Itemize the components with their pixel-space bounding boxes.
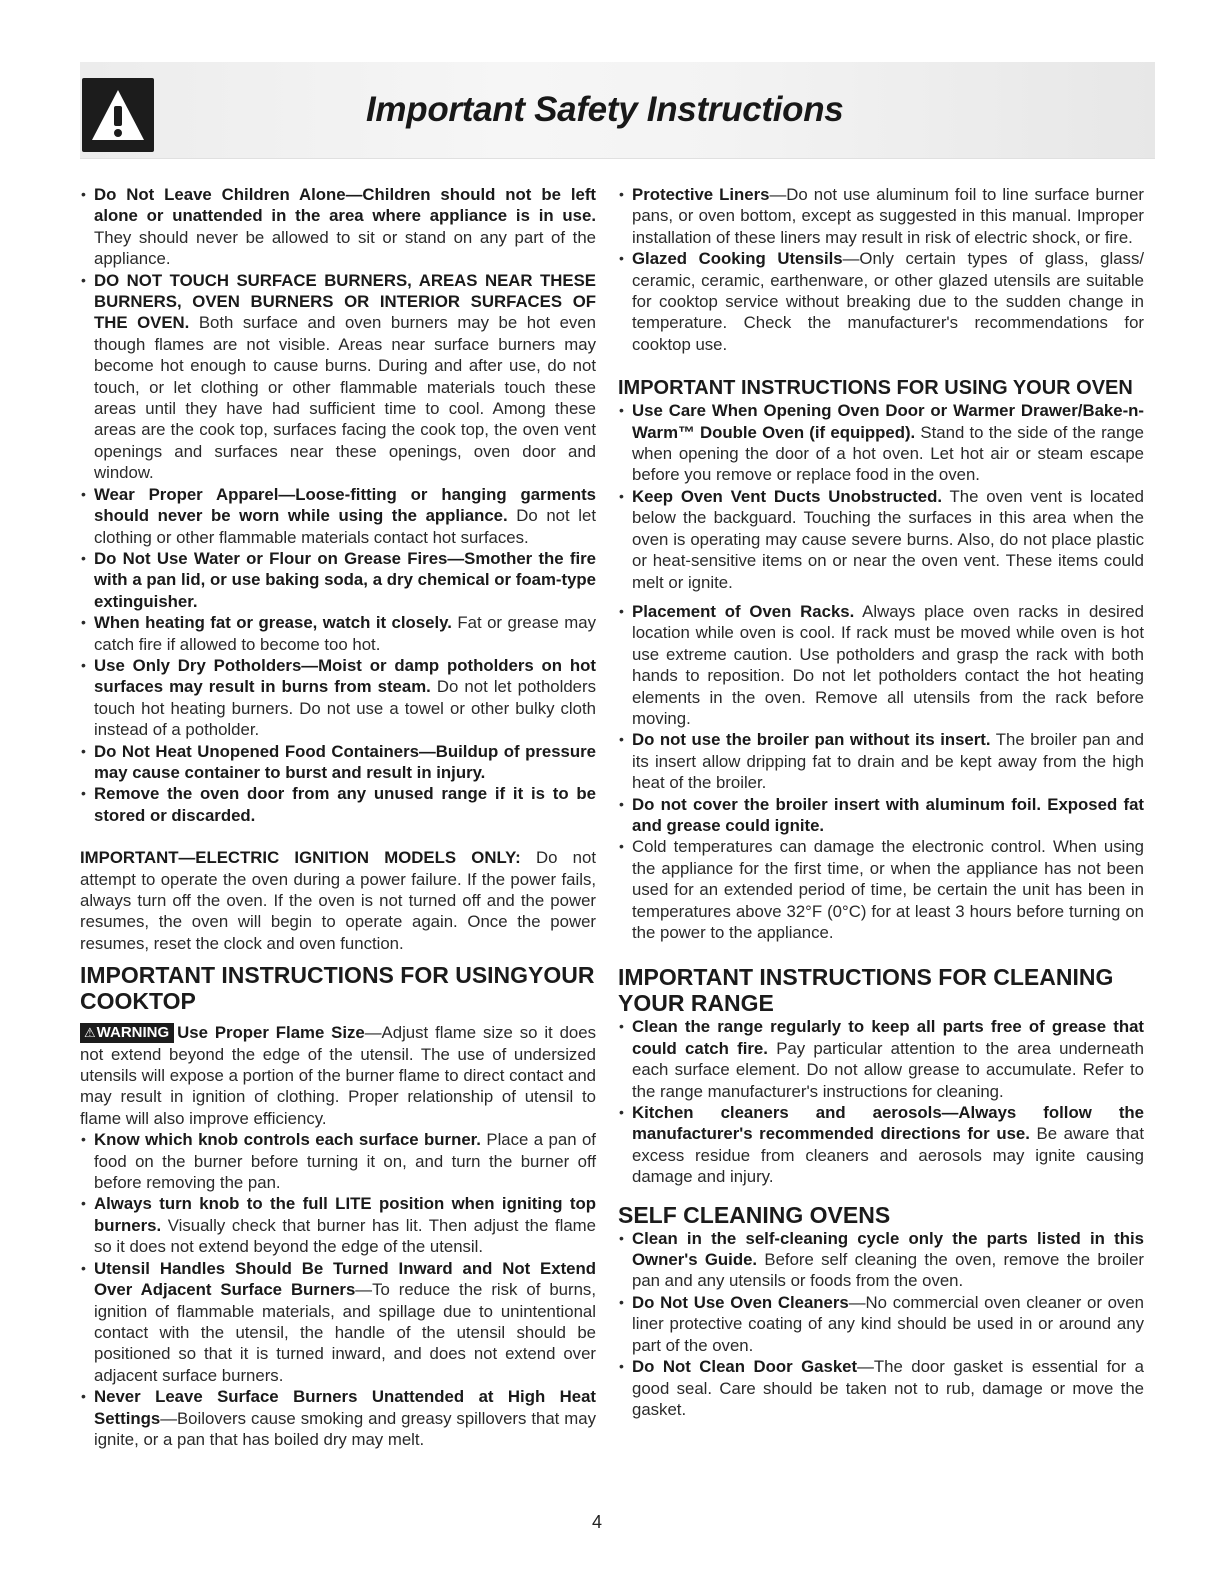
self-cleaning-heading: SELF CLEANING OVENS <box>618 1201 891 1228</box>
electric-ignition-note: IMPORTANT—ELECTRIC IGNITION MODELS ONLY: Do not attempt to operate the oven during a power failure. If the power fails, always turn off the oven. If the oven is not turned off and the power resumes, the oven will begin to operate again. Once the power resumes, reset the clock and oven function. <box>80 848 596 953</box>
intro-list <box>80 184 596 826</box>
list-item: • Keep Oven Vent Ducts Unobstructed. The oven vent is located below the backguard. Touching the surfaces in this area when the oven is operating may cause severe burns. Also, do not place plastic or heat-sensitive items on or near the oven vent. These items could melt or ignite. <box>618 486 1144 593</box>
list-item: • When heating fat or grease, watch it closely. Fat or grease may catch fire if allowed to become too hot. <box>80 612 596 655</box>
list-item: • Clean in the self-cleaning cycle only the parts listed in this Owner's Guide. Before self cleaning the oven, remove the broiler pan and any utensils or foods from the oven. <box>618 1228 1144 1292</box>
list-item: • Use Only Dry Potholders—Moist or damp potholders on hot surfaces may result in burns from steam. Do not let potholders touch hot heating burners. Do not use a towel or other bulky cloth instead of a potholder. <box>80 655 596 741</box>
list-item: • Do not cover the broiler insert with aluminum foil. Exposed fat and grease could ignite. <box>618 794 1144 837</box>
list-item: • Always turn knob to the full LITE position when igniting top burners. Visually check that burner has lit. Then adjust the flame so it does not extend beyond the edge of the utensil. <box>80 1193 596 1257</box>
cleaning-heading: IMPORTANT INSTRUCTIONS FOR CLEANING YOUR RANGE <box>618 964 1114 1017</box>
cooktop-list <box>80 1129 596 1450</box>
list-item: • Do Not Leave Children Alone—Children should not be left alone or unattended in the area where appliance is in use. They should never be allowed to sit or stand on any part of the appliance. <box>80 184 596 270</box>
top-right-list <box>618 184 1144 355</box>
warning-exclamation-icon <box>82 78 154 152</box>
list-item: • Wear Proper Apparel—Loose-fitting or hanging garments should never be worn while using the appliance. Do not let clothing or other flammable materials contact hot surfaces. <box>80 484 596 548</box>
warning-label: ⚠WARNING <box>80 1023 174 1043</box>
list-item: • Utensil Handles Should Be Turned Inward and Not Extend Over Adjacent Surface Burners—To reduce the risk of burns, ignition of flammable materials, and spillage due to unintentional contact with the utensil, the handle of the utensil should be positioned so that it is turned inward, and does not extend over adjacent surface burners. <box>80 1258 596 1386</box>
list-item: • Glazed Cooking Utensils—Only certain types of glass, glass/ ceramic, ceramic, earthenware, or other glazed utensils are suitable for cooktop service without breaking due to the sudden change in temperature. Check the manufacturer's recommendations for cooktop use. <box>618 248 1144 355</box>
self-cleaning-list <box>618 1228 1144 1421</box>
page-title: Important Safety Instructions <box>366 90 844 129</box>
warning-paragraph: ⚠WARNING Use Proper Flame Size—Adjust flame size so it does not extend beyond the edge of the utensil. The use of undersized utensils will expose a portion of the burner flame to direct contact and may result in ignition of clothing. Proper relationship of utensil to flame will also improve efficiency. <box>80 1023 596 1128</box>
list-item: • Remove the oven door from any unused range if it is to be stored or discarded. <box>80 783 596 826</box>
oven-heading: IMPORTANT INSTRUCTIONS FOR USING YOUR OVEN <box>618 377 1133 400</box>
list-item: • Cold temperatures can damage the electronic control. When using the appliance for the first time, or when the appliance has not been used for an extended period of time, be certain the unit has been in temperatures above 32°F (0°C) for at least 3 hours before turning on the power to the appliance. <box>618 836 1144 943</box>
list-item: • Do Not Clean Door Gasket—The door gasket is essential for a good seal. Care should be taken not to rub, damage or move the gasket. <box>618 1356 1144 1420</box>
left-column <box>80 184 596 1450</box>
list-item: • Use Care When Opening Oven Door or Warmer Drawer/Bake-n-Warm™ Double Oven (if equipped). Stand to the side of the range when opening the door of a hot oven. Let hot air or steam escape before you remove or replace food in the oven. <box>618 400 1144 486</box>
page-number: 4 <box>592 1512 603 1532</box>
cleaning-list <box>618 1016 1144 1187</box>
list-item: • Do Not Use Water or Flour on Grease Fires—Smother the fire with a pan lid, or use baking soda, a dry chemical or foam-type extinguisher. <box>80 548 596 612</box>
list-item: • Kitchen cleaners and aerosols—Always follow the manufacturer's recommended directions for use. Be aware that excess residue from cleaners and aerosols may ignite causing damage and injury. <box>618 1102 1144 1188</box>
right-column <box>618 184 1144 1420</box>
list-item: • Do not use the broiler pan without its insert. The broiler pan and its insert allow dripping fat to drain and be kept away from the high heat of the broiler. <box>618 729 1144 793</box>
list-item: • Clean the range regularly to keep all parts free of grease that could catch fire. Pay particular attention to the area underneath each surface element. Do not allow grease to accumulate. Refer to the range manufacturer's instructions for cleaning. <box>618 1016 1144 1102</box>
list-item: • Never Leave Surface Burners Unattended at High Heat Settings—Boilovers cause smoking and greasy spillovers that may ignite, or a pan that has boiled dry may melt. <box>80 1386 596 1450</box>
list-item: • Protective Liners—Do not use aluminum foil to line surface burner pans, or oven bottom, except as suggested in this manual. Improper installation of these liners may result in risk of electric shock, or fire. <box>618 184 1144 248</box>
cooktop-heading: IMPORTANT INSTRUCTIONS FOR USINGYOUR COOKTOP <box>80 962 595 1015</box>
list-item: • Know which knob controls each surface burner. Place a pan of food on the burner before turning it on, and turn the burner off before removing the pan. <box>80 1129 596 1193</box>
list-item: • Do Not Heat Unopened Food Containers—Buildup of pressure may cause container to burst and result in injury. <box>80 741 596 784</box>
warning-triangle-icon: ⚠ <box>84 1025 96 1041</box>
list-item: • Placement of Oven Racks. Always place oven racks in desired location while oven is cool. If rack must be moved while oven is hot use extreme caution. Use potholders and grasp the rack with both hands to reposition. Do not let potholders contact the hot heating elements in the oven. Remove all utensils from the rack before moving. <box>618 601 1144 729</box>
oven-list <box>618 400 1144 943</box>
list-item: • Do Not Use Oven Cleaners—No commercial oven cleaner or oven liner protective coating of any kind should be used in or around any part of the oven. <box>618 1292 1144 1356</box>
list-item: • DO NOT TOUCH SURFACE BURNERS, AREAS NEAR THESE BURNERS, OVEN BURNERS OR INTERIOR SURFACES OF THE OVEN. Both surface and oven burners may be hot even though flames are not visible. Areas near surface burners may become hot enough to cause burns. During and after use, do not touch, or let clothing or other flammable materials touch these areas until they have had sufficient time to cool. Among these areas are the cook top, surfaces facing the cook top, the oven vent openings and surfaces near these openings, oven door and window. <box>80 270 596 484</box>
